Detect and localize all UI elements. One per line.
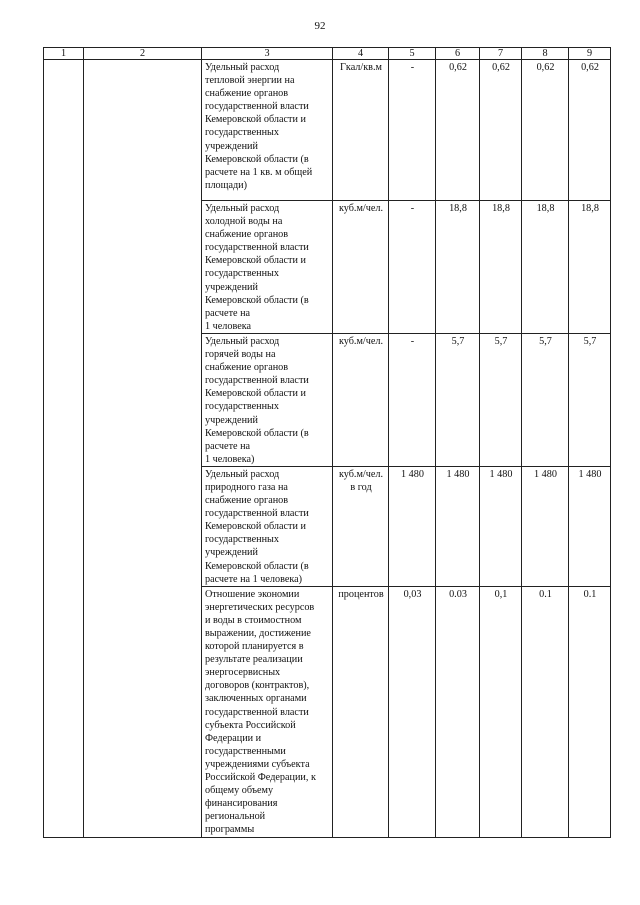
cell-col2 — [84, 60, 202, 838]
column-number-row — [44, 48, 611, 60]
value-cell: 0,62 — [480, 60, 522, 201]
value-cell: 1 480 — [436, 466, 480, 586]
value-cell: 1 480 — [522, 466, 569, 586]
column-header: 8 — [522, 48, 569, 60]
indicator-name: Удельный расход горячей воды на снабжение органов государственной власти Кемеровской области и государственных учреждений Кемеровской области (в расчете на 1 человека) — [202, 333, 333, 466]
indicator-name: Удельный расход природного газа на снабжение органов государственной власти Кемеровской области и государственных учреждений Кемеровской области (в расчете на 1 человека) — [202, 466, 333, 586]
value-cell: 0.03 — [436, 586, 480, 837]
value-cell: - — [389, 201, 436, 334]
value-cell: 0,62 — [569, 60, 611, 201]
value-cell: 5,7 — [436, 333, 480, 466]
cell-col1 — [44, 60, 84, 838]
value-cell: 18,8 — [436, 201, 480, 334]
column-header: 7 — [480, 48, 522, 60]
value-cell: 18,8 — [480, 201, 522, 334]
value-cell: 1 480 — [480, 466, 522, 586]
unit-cell: куб.м/чел. — [333, 333, 389, 466]
value-cell: 1 480 — [569, 466, 611, 586]
column-header: 3 — [202, 48, 333, 60]
value-cell: 0,62 — [436, 60, 480, 201]
column-header: 6 — [436, 48, 480, 60]
unit-cell: процентов — [333, 586, 389, 837]
value-cell: 0.1 — [569, 586, 611, 837]
value-cell: 0,1 — [480, 586, 522, 837]
value-cell: 18,8 — [522, 201, 569, 334]
value-cell: 18,8 — [569, 201, 611, 334]
value-cell: 5,7 — [569, 333, 611, 466]
column-header: 5 — [389, 48, 436, 60]
value-cell: - — [389, 60, 436, 201]
value-cell: 0,03 — [389, 586, 436, 837]
indicator-name: Отношение экономии энергетических ресурсов и воды в стоимостном выражении, достижение которой планируется в результате реализации энергосервисных договоров (контрактов), заключенных органами государственной власти субъекта Российской Федерации и государственными учреждениями субъекта Российской Федерации, к общему объему финансирования региональной программы — [202, 586, 333, 837]
column-header: 4 — [333, 48, 389, 60]
value-cell: 5,7 — [480, 333, 522, 466]
value-cell: 0,62 — [522, 60, 569, 201]
unit-cell: Гкал/кв.м — [333, 60, 389, 201]
value-cell: - — [389, 333, 436, 466]
column-header: 1 — [44, 48, 84, 60]
value-cell: 0.1 — [522, 586, 569, 837]
unit-cell: куб.м/чел. — [333, 201, 389, 334]
indicator-name: Удельный расход холодной воды на снабжение органов государственной власти Кемеровской области и государственных учреждений Кемеровской области (в расчете на 1 человека — [202, 201, 333, 334]
value-cell: 5,7 — [522, 333, 569, 466]
page-number: 92 — [314, 20, 326, 32]
indicator-name: Удельный расход тепловой энергии на снабжение органов государственной власти Кемеровской области и государственных учреждений Кемеровской области (в расчете на 1 кв. м общей площади) — [202, 60, 333, 201]
value-cell: 1 480 — [389, 466, 436, 586]
indicators-table — [43, 47, 611, 838]
unit-cell: куб.м/чел. в год — [333, 466, 389, 586]
column-header: 2 — [84, 48, 202, 60]
column-header: 9 — [569, 48, 611, 60]
table-row — [44, 60, 611, 201]
